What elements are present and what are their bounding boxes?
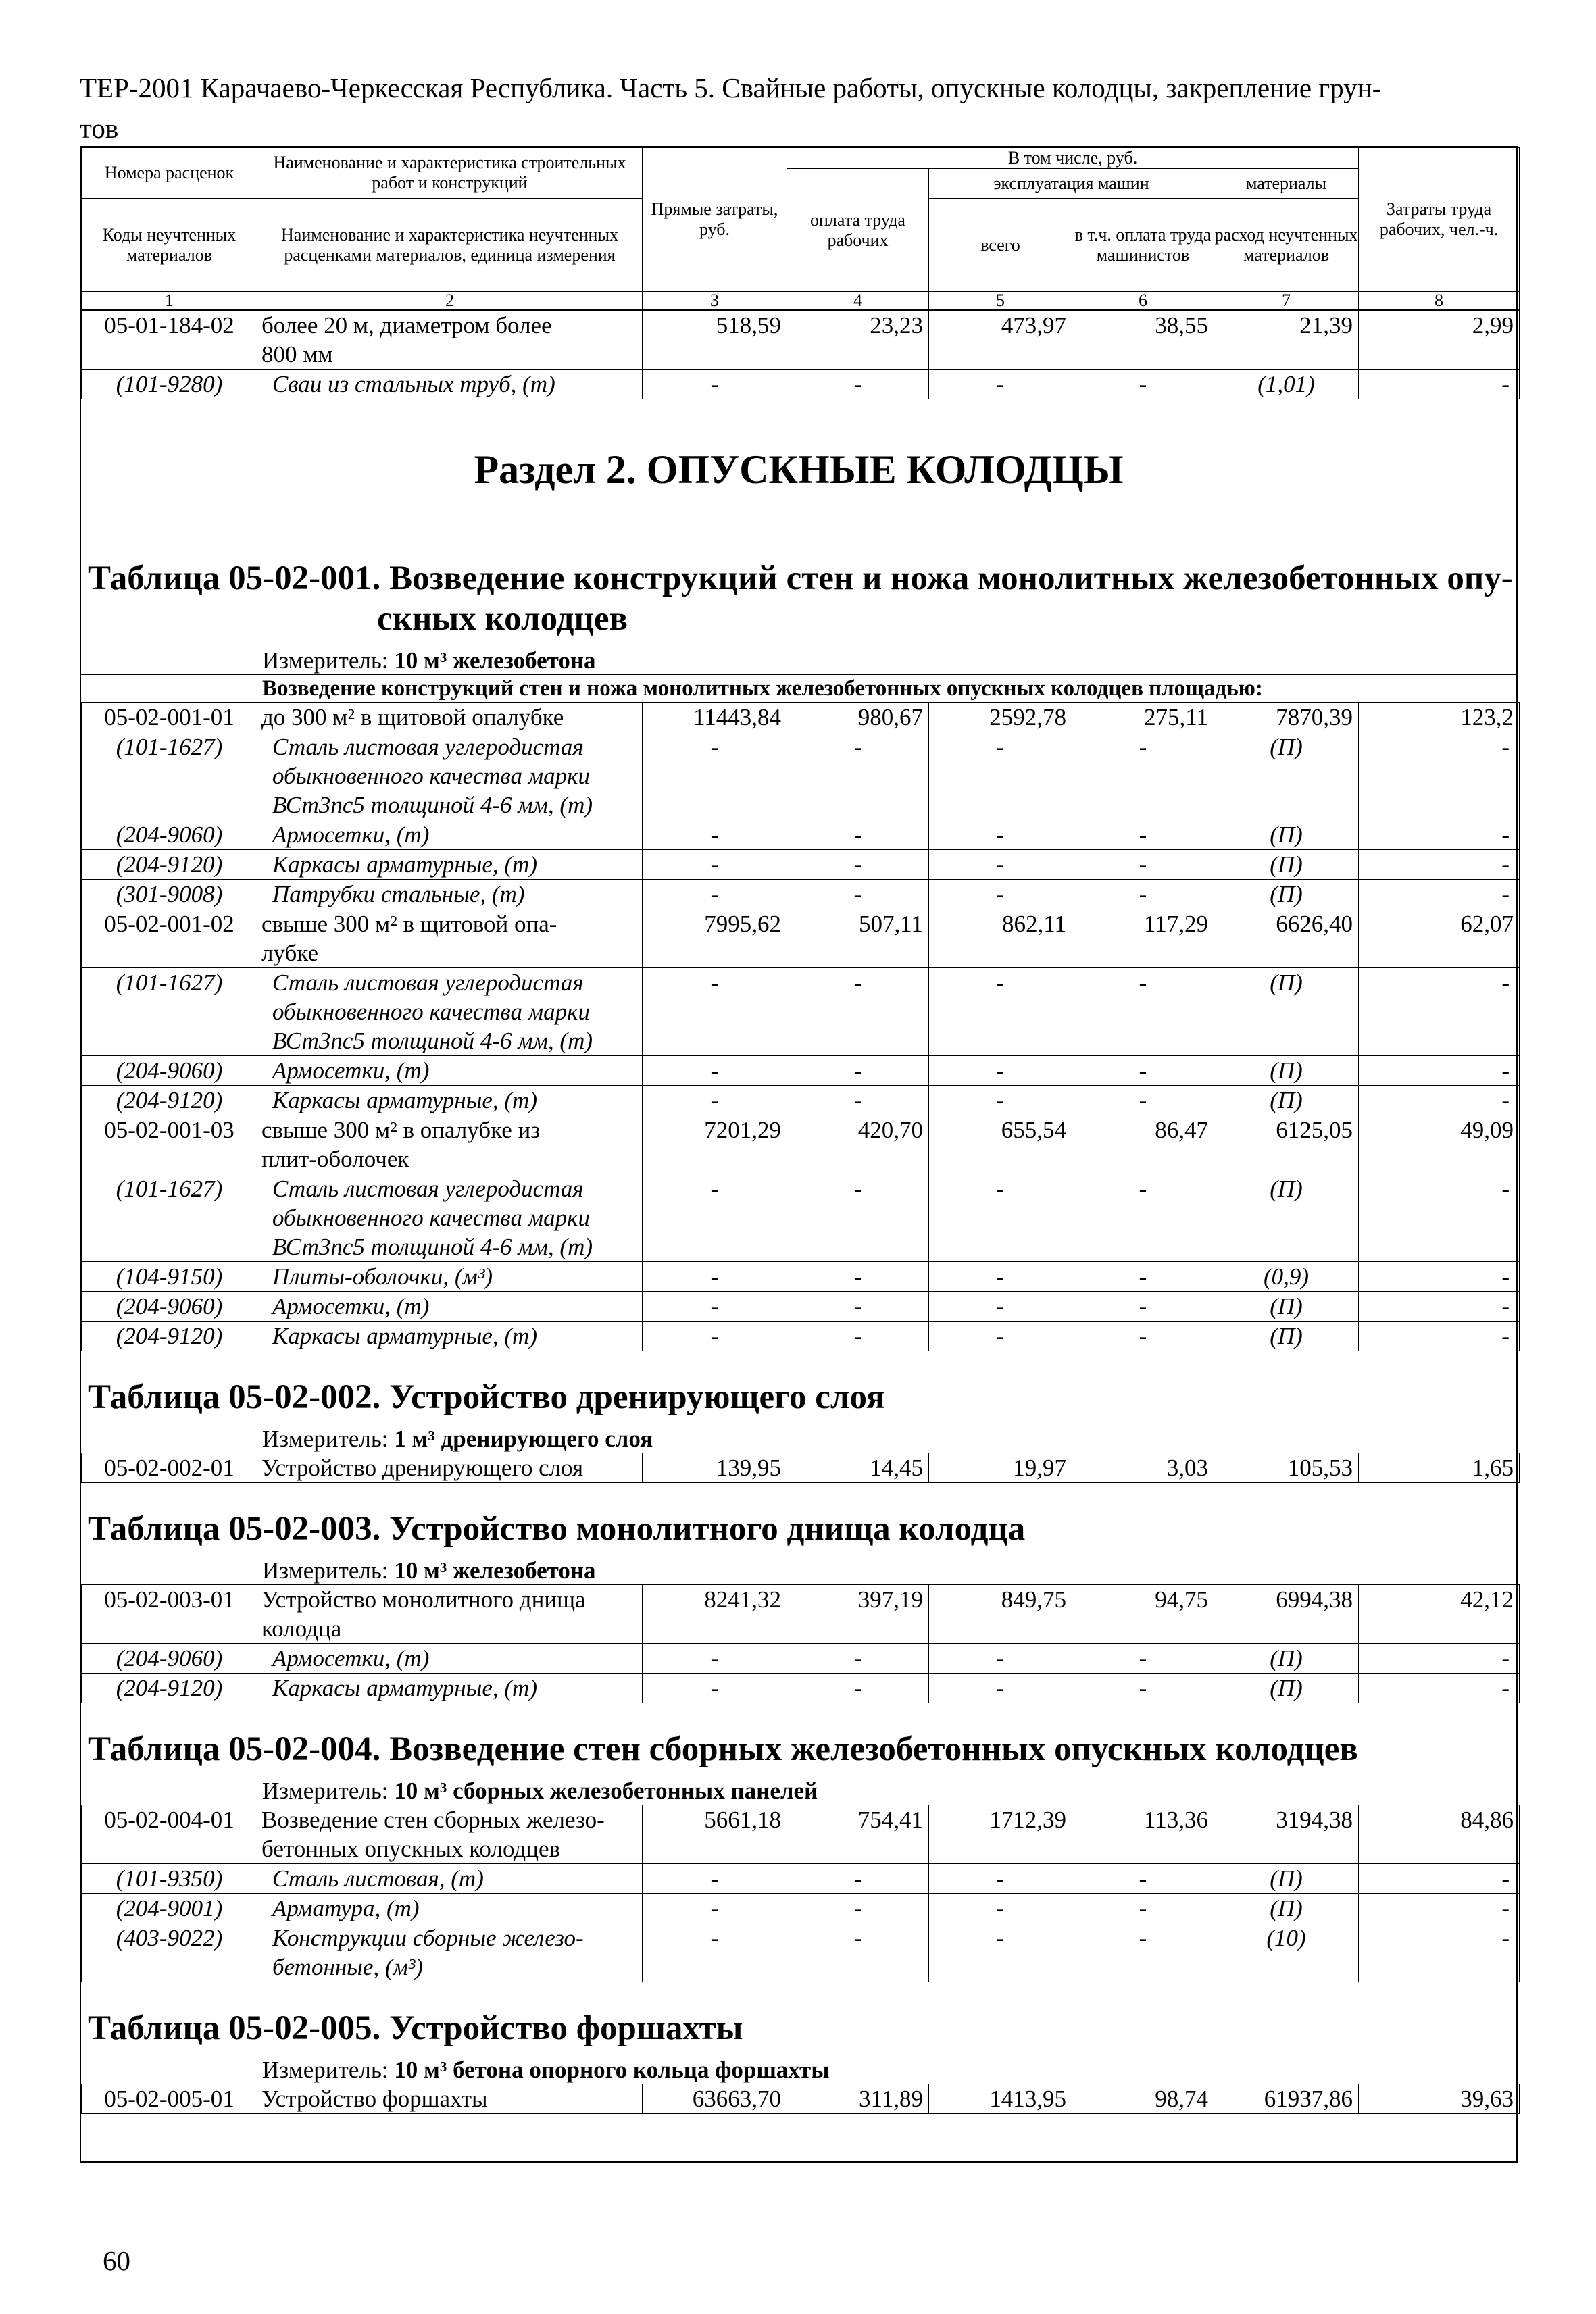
material-code: (204-9060)	[82, 1056, 257, 1086]
machines-total: 655,54	[929, 1115, 1072, 1174]
material-description: Армосетки, (т)	[257, 1056, 643, 1086]
header-line-2: тов	[80, 113, 119, 144]
dash-cell: -	[1072, 880, 1214, 909]
rate-description: свыше 300 м² в опалубке из плит-оболочек	[257, 1115, 643, 1174]
material-row	[82, 732, 1520, 820]
material-code: (204-9120)	[82, 850, 257, 880]
material-consumption: (0,9)	[1214, 1262, 1359, 1292]
dash-cell: -	[1359, 1864, 1520, 1894]
rate-description: Устройство форшахты	[257, 2084, 643, 2114]
table-row	[82, 909, 1520, 968]
materials-cost: 3194,38	[1214, 1805, 1359, 1864]
material-row	[82, 968, 1520, 1056]
labor-wages: 507,11	[787, 909, 929, 968]
materials-cost: 105,53	[1214, 1453, 1359, 1483]
col-number: 4	[787, 292, 929, 310]
rate-description: более 20 м, диаметром более 800 мм	[257, 311, 643, 370]
dash-cell: -	[929, 1894, 1072, 1923]
dash-cell: -	[1072, 1644, 1214, 1674]
labor-wages: 397,19	[787, 1585, 929, 1644]
col-number: 1	[82, 292, 257, 310]
material-row	[82, 1056, 1520, 1086]
material-description: Сталь листовая углеродистая обыкновенного качества марки ВСт3пс5 толщиной 4-6 мм, (т)	[257, 732, 643, 820]
material-row	[82, 1894, 1520, 1923]
labor-hours: 1,65	[1359, 1453, 1520, 1483]
material-consumption: (П)	[1214, 1674, 1359, 1703]
machinist-wages: 94,75	[1072, 1585, 1214, 1644]
direct-costs: 63663,70	[643, 2084, 787, 2114]
dash-cell: -	[1359, 1322, 1520, 1351]
col-number: 6	[1072, 292, 1214, 310]
dash-cell: -	[643, 1292, 787, 1322]
material-row	[82, 850, 1520, 880]
material-code: (403-9022)	[82, 1923, 257, 1982]
dash-cell: -	[1359, 880, 1520, 909]
rate-description: свыше 300 м² в щитовой опа- лубке	[257, 909, 643, 968]
dash-cell: -	[1072, 1292, 1214, 1322]
machines-total: 862,11	[929, 909, 1072, 968]
material-consumption: (П)	[1214, 1056, 1359, 1086]
direct-costs: 139,95	[643, 1453, 787, 1483]
materials-header: материалы	[1214, 169, 1359, 199]
col6-header: в т.ч. оплата труда машинистов	[1072, 199, 1214, 292]
dash-cell: -	[1359, 968, 1520, 1056]
table-title: Таблица 05-02-003. Устройство монолитного днища колодца	[88, 1510, 1026, 1548]
material-row	[82, 1292, 1520, 1322]
table-row	[82, 311, 1520, 370]
material-description: Каркасы арматурные, (т)	[257, 1086, 643, 1115]
dash-cell: -	[1359, 1086, 1520, 1115]
dash-cell: -	[643, 1674, 787, 1703]
materials-cost: 6125,05	[1214, 1115, 1359, 1174]
dash-cell: -	[1072, 1262, 1214, 1292]
machines-total: 2592,78	[929, 703, 1072, 732]
machinist-wages: 38,55	[1072, 311, 1214, 370]
materials-cost: 21,39	[1214, 311, 1359, 370]
table-row	[82, 703, 1520, 732]
dash-cell: -	[643, 850, 787, 880]
labor-hours: 2,99	[1359, 311, 1520, 370]
dash-cell: -	[1359, 820, 1520, 850]
dash-cell: -	[1359, 1923, 1520, 1982]
labor-wages: 420,70	[787, 1115, 929, 1174]
page-header	[80, 68, 1492, 149]
rate-code: 05-02-001-03	[82, 1115, 257, 1174]
dash-cell: -	[1359, 1894, 1520, 1923]
dash-cell: -	[929, 1292, 1072, 1322]
section-title: Раздел 2. ОПУСКНЫЕ КОЛОДЦЫ	[474, 447, 1124, 492]
dash-cell: -	[787, 850, 929, 880]
table-meter: Измеритель: 10 м³ бетона опорного кольца форшахты	[262, 2057, 830, 2083]
dash-cell: -	[787, 1674, 929, 1703]
direct-costs: 518,59	[643, 311, 787, 370]
labor-wages: 14,45	[787, 1453, 929, 1483]
material-description: Конструкции сборные железо- бетонные, (м³)	[257, 1923, 643, 1982]
col-number: 2	[257, 292, 643, 310]
materials-cost: 61937,86	[1214, 2084, 1359, 2114]
rates-table-05-02-003	[81, 1584, 1520, 1703]
material-consumption: (1,01)	[1214, 370, 1359, 399]
dash-cell: -	[787, 1292, 929, 1322]
machines-total: 1413,95	[929, 2084, 1072, 2114]
material-description: Арматура, (т)	[257, 1894, 643, 1923]
material-row	[82, 1174, 1520, 1262]
machinist-wages: 113,36	[1072, 1805, 1214, 1864]
material-description: Каркасы арматурные, (т)	[257, 1322, 643, 1351]
dash-cell: -	[1359, 1174, 1520, 1262]
material-row	[82, 1322, 1520, 1351]
dash-cell: -	[929, 1056, 1072, 1086]
material-consumption: (П)	[1214, 1644, 1359, 1674]
material-description: Сваи из стальных труб, (т)	[257, 370, 643, 399]
material-code: (204-9060)	[82, 1292, 257, 1322]
col4-header: оплата труда рабочих	[787, 169, 929, 292]
col5-header: всего	[929, 199, 1072, 292]
dash-cell: -	[929, 1322, 1072, 1351]
dash-cell: -	[929, 880, 1072, 909]
rate-code: 05-02-001-02	[82, 909, 257, 968]
material-consumption: (П)	[1214, 1894, 1359, 1923]
labor-wages: 23,23	[787, 311, 929, 370]
material-row	[82, 1262, 1520, 1292]
col-number: 7	[1214, 292, 1359, 310]
dash-cell: -	[929, 968, 1072, 1056]
dash-cell: -	[1072, 1864, 1214, 1894]
rate-description: Возведение стен сборных железо- бетонных опускных колодцев	[257, 1805, 643, 1864]
labor-hours: 39,63	[1359, 2084, 1520, 2114]
col-number: 8	[1359, 292, 1520, 310]
machines-header: эксплуатация машин	[929, 169, 1214, 199]
dash-cell: -	[787, 370, 929, 399]
material-description: Патрубки стальные, (т)	[257, 880, 643, 909]
dash-cell: -	[929, 1674, 1072, 1703]
rate-code: 05-02-001-01	[82, 703, 257, 732]
table-meter: Измеритель: 10 м³ железобетона	[262, 647, 596, 674]
dash-cell: -	[1072, 1923, 1214, 1982]
material-consumption: (П)	[1214, 820, 1359, 850]
direct-costs: 11443,84	[643, 703, 787, 732]
dash-cell: -	[1359, 1056, 1520, 1086]
rate-code: 05-02-002-01	[82, 1453, 257, 1483]
dash-cell: -	[643, 1894, 787, 1923]
rate-code: 05-02-004-01	[82, 1805, 257, 1864]
dash-cell: -	[787, 1923, 929, 1982]
machinist-wages: 86,47	[1072, 1115, 1214, 1174]
dash-cell: -	[643, 1864, 787, 1894]
dash-cell: -	[1072, 370, 1214, 399]
material-row	[82, 1674, 1520, 1703]
dash-cell: -	[787, 1174, 929, 1262]
col2-header-top: Наименование и характеристика строительных работ и конструкций	[257, 148, 643, 199]
dash-cell: -	[929, 1262, 1072, 1292]
dash-cell: -	[787, 880, 929, 909]
material-code: (204-9120)	[82, 1086, 257, 1115]
dash-cell: -	[1359, 1644, 1520, 1674]
material-consumption: (П)	[1214, 850, 1359, 880]
material-code: (204-9060)	[82, 820, 257, 850]
material-row	[82, 880, 1520, 909]
labor-hours: 84,86	[1359, 1805, 1520, 1864]
dash-cell: -	[643, 1644, 787, 1674]
dash-cell: -	[1359, 850, 1520, 880]
col8-header: Затраты труда рабочих, чел.-ч.	[1359, 148, 1520, 292]
dash-cell: -	[929, 1923, 1072, 1982]
rate-description: Устройство монолитного днища колодца	[257, 1585, 643, 1644]
dash-cell: -	[787, 968, 929, 1056]
dash-cell: -	[1072, 1322, 1214, 1351]
material-consumption: (П)	[1214, 732, 1359, 820]
dash-cell: -	[1072, 1894, 1214, 1923]
rates-table-05-02-005	[81, 2084, 1520, 2114]
dash-cell: -	[1072, 1674, 1214, 1703]
labor-wages: 311,89	[787, 2084, 929, 2114]
dash-cell: -	[787, 1086, 929, 1115]
dash-cell: -	[929, 1174, 1072, 1262]
labor-wages: 980,67	[787, 703, 929, 732]
material-consumption: (П)	[1214, 1086, 1359, 1115]
dash-cell: -	[787, 1056, 929, 1086]
dash-cell: -	[929, 850, 1072, 880]
material-consumption: (П)	[1214, 968, 1359, 1056]
material-description: Сталь листовая углеродистая обыкновенного качества марки ВСт3пс5 толщиной 4-6 мм, (т)	[257, 1174, 643, 1262]
dash-cell: -	[787, 820, 929, 850]
material-description: Плиты-оболочки, (м³)	[257, 1262, 643, 1292]
material-description: Каркасы арматурные, (т)	[257, 850, 643, 880]
table-row	[82, 1453, 1520, 1483]
material-code: (104-9150)	[82, 1262, 257, 1292]
material-consumption: (П)	[1214, 1322, 1359, 1351]
material-code: (101-1627)	[82, 1174, 257, 1262]
material-description: Армосетки, (т)	[257, 1644, 643, 1674]
price-table-document	[80, 146, 1518, 2163]
direct-costs: 5661,18	[643, 1805, 787, 1864]
dash-cell: -	[1072, 820, 1214, 850]
labor-hours: 123,2	[1359, 703, 1520, 732]
dash-cell: -	[1359, 370, 1520, 399]
material-description: Армосетки, (т)	[257, 1292, 643, 1322]
col2-header-bottom: Наименование и характеристика неучтенных расценками материалов, единица измерения	[257, 199, 643, 292]
direct-costs: 7201,29	[643, 1115, 787, 1174]
material-description: Каркасы арматурные, (т)	[257, 1674, 643, 1703]
page-number: 60	[103, 2245, 130, 2276]
dash-cell: -	[1072, 968, 1214, 1056]
dash-cell: -	[643, 968, 787, 1056]
table-meter: Измеритель: 1 м³ дренирующего слоя	[262, 1426, 653, 1452]
dash-cell: -	[643, 732, 787, 820]
machines-total: 473,97	[929, 311, 1072, 370]
header-line-1: ТЕР-2001 Карачаево-Черкесская Республика. Часть 5. Свайные работы, опускные колодцы, закрепление грун-	[80, 72, 1382, 103]
material-row	[82, 1923, 1520, 1982]
dash-cell: -	[643, 880, 787, 909]
material-description: Армосетки, (т)	[257, 820, 643, 850]
material-description: Сталь листовая, (т)	[257, 1864, 643, 1894]
material-consumption: (П)	[1214, 1292, 1359, 1322]
dash-cell: -	[1072, 1086, 1214, 1115]
machinist-wages: 3,03	[1072, 1453, 1214, 1483]
machines-total: 849,75	[929, 1585, 1072, 1644]
material-code: (301-9008)	[82, 880, 257, 909]
group-header: В том числе, руб.	[787, 148, 1359, 169]
dash-cell: -	[1072, 850, 1214, 880]
material-code: (204-9120)	[82, 1674, 257, 1703]
table-meter: Измеритель: 10 м³ железобетона	[262, 1557, 596, 1584]
dash-cell: -	[1359, 1262, 1520, 1292]
table-title: Таблица 05-02-001. Возведение конструкций стен и ножа монолитных железобетонных опу- скных колодцев	[88, 559, 1513, 638]
material-code: (101-9350)	[82, 1864, 257, 1894]
col-number: 3	[643, 292, 787, 310]
material-code: (204-9120)	[82, 1322, 257, 1351]
dash-cell: -	[1359, 1292, 1520, 1322]
material-row	[82, 1864, 1520, 1894]
dash-cell: -	[643, 820, 787, 850]
labor-hours: 49,09	[1359, 1115, 1520, 1174]
materials-cost: 6994,38	[1214, 1585, 1359, 1644]
dash-cell: -	[1359, 1674, 1520, 1703]
dash-cell: -	[929, 1864, 1072, 1894]
rate-description: Устройство дренирующего слоя	[257, 1453, 643, 1483]
dash-cell: -	[929, 732, 1072, 820]
direct-costs: 7995,62	[643, 909, 787, 968]
col7-header: расход неучтенных материалов	[1214, 199, 1359, 292]
dash-cell: -	[787, 1644, 929, 1674]
material-consumption: (П)	[1214, 1864, 1359, 1894]
machinist-wages: 98,74	[1072, 2084, 1214, 2114]
table-title: Таблица 05-02-002. Устройство дренирующего слоя	[88, 1378, 885, 1416]
dash-cell: -	[643, 1923, 787, 1982]
dash-cell: -	[929, 370, 1072, 399]
material-code: (204-9060)	[82, 1644, 257, 1674]
material-row	[82, 1644, 1520, 1674]
materials-cost: 7870,39	[1214, 703, 1359, 732]
dash-cell: -	[643, 1322, 787, 1351]
material-consumption: (П)	[1214, 880, 1359, 909]
dash-cell: -	[787, 1322, 929, 1351]
direct-costs: 8241,32	[643, 1585, 787, 1644]
material-code: (101-9280)	[82, 370, 257, 399]
material-row	[82, 370, 1520, 399]
dash-cell: -	[1072, 1174, 1214, 1262]
material-consumption: (П)	[1214, 1174, 1359, 1262]
dash-cell: -	[929, 1644, 1072, 1674]
rate-code: 05-01-184-02	[82, 311, 257, 370]
rate-code: 05-02-005-01	[82, 2084, 257, 2114]
table-row	[82, 2084, 1520, 2114]
dash-cell: -	[643, 1174, 787, 1262]
material-row	[82, 1086, 1520, 1115]
dash-cell: -	[643, 370, 787, 399]
machines-total: 1712,39	[929, 1805, 1072, 1864]
rates-table-05-02-001	[81, 702, 1520, 1351]
labor-hours: 42,12	[1359, 1585, 1520, 1644]
dash-cell: -	[787, 1864, 929, 1894]
machinist-wages: 117,29	[1072, 909, 1214, 968]
dash-cell: -	[929, 1086, 1072, 1115]
material-code: (204-9001)	[82, 1894, 257, 1923]
material-row	[82, 820, 1520, 850]
dash-cell: -	[1359, 732, 1520, 820]
table-meter: Измеритель: 10 м³ сборных железобетонных панелей	[262, 1778, 818, 1804]
dash-cell: -	[929, 820, 1072, 850]
dash-cell: -	[1072, 732, 1214, 820]
col3-header: Прямые затраты, руб.	[643, 148, 787, 292]
dash-cell: -	[643, 1086, 787, 1115]
material-consumption: (10)	[1214, 1923, 1359, 1982]
table-title: Таблица 05-02-004. Возведение стен сборных железобетонных опускных колодцев	[88, 1730, 1358, 1768]
dash-cell: -	[787, 1894, 929, 1923]
col1-header-top: Номера расценок	[82, 148, 257, 199]
col-number: 5	[929, 292, 1072, 310]
machines-total: 19,97	[929, 1453, 1072, 1483]
rates-table-05-02-004	[81, 1805, 1520, 1982]
rate-code: 05-02-003-01	[82, 1585, 257, 1644]
dash-cell: -	[787, 1262, 929, 1292]
labor-hours: 62,07	[1359, 909, 1520, 968]
dash-cell: -	[787, 732, 929, 820]
dash-cell: -	[643, 1056, 787, 1086]
dash-cell: -	[643, 1262, 787, 1292]
material-description: Сталь листовая углеродистая обыкновенного качества марки ВСт3пс5 толщиной 4-6 мм, (т)	[257, 968, 643, 1056]
labor-wages: 754,41	[787, 1805, 929, 1864]
dash-cell: -	[1072, 1056, 1214, 1086]
col1-header-bottom: Коды неучтенных материалов	[82, 199, 257, 292]
table-title: Таблица 05-02-005. Устройство форшахты	[88, 2009, 743, 2047]
table-row	[82, 1585, 1520, 1644]
rates-table-05-02-002	[81, 1453, 1520, 1483]
column-header-table	[81, 147, 1520, 310]
carry-over-table	[81, 310, 1520, 399]
rate-description: до 300 м² в щитовой опалубке	[257, 703, 643, 732]
table-row	[82, 1805, 1520, 1864]
materials-cost: 6626,40	[1214, 909, 1359, 968]
material-code: (101-1627)	[82, 732, 257, 820]
machinist-wages: 275,11	[1072, 703, 1214, 732]
table-subheading: Возведение конструкций стен и ножа монолитных железобетонных опускных колодцев площадью:	[81, 674, 1516, 702]
table-row	[82, 1115, 1520, 1174]
material-code: (101-1627)	[82, 968, 257, 1056]
